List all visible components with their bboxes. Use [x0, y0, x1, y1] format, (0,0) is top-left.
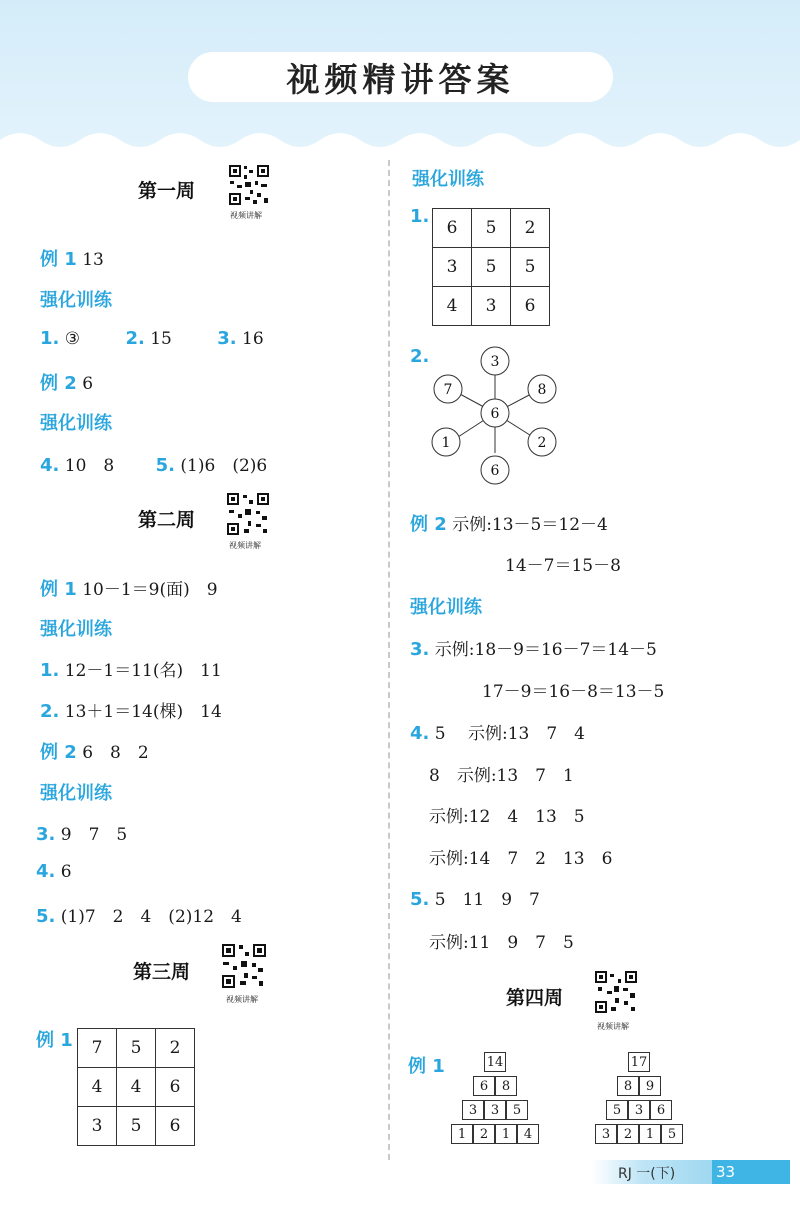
flower-value: 2 [537, 435, 547, 451]
example-label: 例 1 [40, 249, 77, 270]
q5-answer: (1)6 (2)6 [180, 456, 268, 476]
q5-number: 5. [410, 889, 430, 910]
week1-training-heading-2: 强化训练 [40, 413, 112, 434]
pyramid-cell: 3 [628, 1100, 650, 1120]
pyramid-cell: 6 [473, 1076, 495, 1096]
number-pyramid-2 [592, 1052, 692, 1146]
week2-example1 [40, 575, 218, 601]
grid-cell: 4 [433, 287, 472, 326]
pyramid-cell: 14 [484, 1052, 506, 1072]
grid-cell: 5 [117, 1029, 156, 1068]
week2-training-heading-1: 强化训练 [40, 619, 112, 640]
pyramid-cell: 8 [495, 1076, 517, 1096]
example-answer: 6 [82, 374, 94, 394]
q4-number: 4. [410, 723, 430, 744]
grid-cell: 6 [433, 209, 472, 248]
right-q5-line2: 示例:11 9 7 5 [429, 933, 574, 953]
right-q4 [410, 719, 585, 744]
grid-cell: 6 [156, 1068, 195, 1107]
q5-number: 5. [36, 906, 56, 927]
q4-number: 4. [36, 861, 56, 882]
week1-qr-code[interactable] [228, 164, 270, 206]
q5-answer: 5 11 9 7 [434, 890, 540, 910]
q4-answer: 10 8 [64, 456, 115, 476]
week1-q1-q3 [40, 328, 264, 349]
q4-answer: 6 [60, 862, 72, 882]
week2-q3 [36, 820, 127, 845]
week3-magic-square [77, 1028, 195, 1146]
week1-q4-q5 [40, 451, 267, 476]
grid-cell: 3 [78, 1107, 117, 1146]
q3-number: 3. [36, 824, 56, 845]
flower-value: 6 [490, 463, 500, 479]
pyramid-cell: 8 [617, 1076, 639, 1096]
grid-cell: 2 [156, 1029, 195, 1068]
pyramid-cell: 17 [628, 1052, 650, 1072]
q2-number: 2. [40, 701, 60, 722]
q2-answer: 15 [150, 329, 172, 349]
week2-q1 [40, 656, 222, 681]
page-number: 33 [712, 1160, 790, 1184]
example-label: 例 1 [40, 579, 77, 600]
page-title: 视频精讲答案 [188, 52, 613, 102]
right-q3-line2: 17－9＝16－8＝13－5 [482, 682, 665, 702]
week1-qr-caption: 视频讲解 [230, 211, 262, 220]
right-q2-flower-diagram [420, 340, 570, 490]
right-q4-line3: 示例:12 4 13 5 [429, 807, 585, 827]
right-q5 [410, 885, 540, 910]
grid-cell: 4 [78, 1068, 117, 1107]
pyramid-cell: 4 [517, 1124, 539, 1144]
grid-cell: 5 [117, 1107, 156, 1146]
pyramid-cell: 2 [617, 1124, 639, 1144]
flower-value: 7 [443, 382, 453, 398]
grid-cell: 3 [472, 287, 511, 326]
grid-cell: 5 [472, 248, 511, 287]
week4-title: 第四周 [506, 987, 564, 1009]
week2-qr-caption: 视频讲解 [229, 541, 261, 550]
week3-qr-caption: 视频讲解 [226, 995, 258, 1004]
pyramid-cell: 9 [639, 1076, 661, 1096]
q1-number: 1. [40, 660, 60, 681]
example-answer: 13 [82, 250, 104, 270]
pyramid-cell: 2 [473, 1124, 495, 1144]
pyramid-cell: 3 [462, 1100, 484, 1120]
flower-value: 8 [537, 382, 547, 398]
number-pyramid-1 [448, 1052, 548, 1146]
flower-value: 1 [441, 435, 451, 451]
example-label: 例 2 [40, 373, 77, 394]
q3-number: 3. [217, 328, 237, 349]
week2-q5 [36, 902, 242, 927]
grid-cell: 5 [511, 248, 550, 287]
example-answer: 示例:13－5＝12－4 [452, 515, 608, 535]
right-q3 [410, 635, 657, 660]
week2-training-heading-2: 强化训练 [40, 783, 112, 804]
q1-answer: 12－1＝11(名) 11 [64, 661, 222, 681]
right-q4-line2: 8 示例:13 7 1 [429, 766, 574, 786]
example-answer: 10－1＝9(面) 9 [82, 580, 218, 600]
pyramid-cell: 1 [639, 1124, 661, 1144]
week1-title: 第一周 [138, 180, 196, 202]
grid-cell: 6 [511, 287, 550, 326]
q1-answer: ③ [64, 329, 81, 349]
pyramid-cell: 1 [451, 1124, 473, 1144]
example-answer: 6 8 2 [82, 743, 149, 763]
pyramid-cell: 5 [661, 1124, 683, 1144]
pyramid-cell: 3 [484, 1100, 506, 1120]
week2-q4 [36, 861, 72, 882]
week3-title: 第三周 [133, 961, 191, 983]
example-label: 例 2 [40, 742, 77, 763]
right-training-heading-2: 强化训练 [410, 597, 482, 618]
flower-value: 6 [490, 406, 500, 422]
right-training-heading-1: 强化训练 [412, 169, 484, 190]
week4-example1-label: 例 1 [408, 1056, 445, 1077]
pyramid-cell: 5 [506, 1100, 528, 1120]
pyramid-cell: 6 [650, 1100, 672, 1120]
week4-qr-caption: 视频讲解 [597, 1022, 629, 1031]
grid-cell: 3 [433, 248, 472, 287]
q3-answer: 示例:18－9＝16－7＝14－5 [434, 640, 657, 660]
grid-cell: 5 [472, 209, 511, 248]
grid-cell: 6 [156, 1107, 195, 1146]
wave-border [0, 122, 800, 158]
right-q2-number: 2. [410, 346, 430, 367]
example-label: 例 2 [410, 514, 447, 535]
q2-number: 2. [125, 328, 145, 349]
q3-answer: 9 7 5 [60, 825, 128, 845]
week1-example1 [40, 245, 104, 271]
week2-title: 第二周 [138, 509, 196, 531]
week3-qr-code[interactable] [221, 943, 267, 989]
pyramid-cell: 3 [595, 1124, 617, 1144]
grid-cell: 7 [78, 1029, 117, 1068]
q3-number: 3. [410, 639, 430, 660]
q5-answer: (1)7 2 4 (2)12 4 [60, 907, 242, 927]
right-q1-magic-square [432, 208, 550, 326]
grid-cell: 2 [511, 209, 550, 248]
q3-answer: 16 [242, 329, 264, 349]
week1-example2 [40, 369, 93, 395]
week3-example1-label: 例 1 [36, 1030, 73, 1051]
right-q4-line4: 示例:14 7 2 13 6 [429, 849, 613, 869]
pyramid-cell: 1 [495, 1124, 517, 1144]
pyramid-cell: 5 [606, 1100, 628, 1120]
grid-cell: 4 [117, 1068, 156, 1107]
right-example2-line2: 14－7＝15－8 [505, 556, 621, 576]
q5-number: 5. [155, 455, 176, 476]
right-q1-number: 1. [410, 206, 430, 227]
week1-training-heading-1: 强化训练 [40, 290, 112, 311]
week4-qr-code[interactable] [594, 970, 638, 1014]
week2-qr-code[interactable] [226, 492, 270, 536]
week2-example2 [40, 738, 149, 764]
q4-number: 4. [40, 455, 60, 476]
week2-q2 [40, 697, 222, 722]
q1-number: 1. [40, 328, 60, 349]
right-example2 [410, 510, 608, 536]
footer-grade-label: RJ 一(下) [618, 1166, 676, 1182]
column-divider [388, 160, 390, 1160]
flower-value: 3 [490, 354, 500, 370]
q4-answer: 5 示例:13 7 4 [434, 724, 585, 744]
q2-answer: 13＋1＝14(棵) 14 [64, 702, 222, 722]
